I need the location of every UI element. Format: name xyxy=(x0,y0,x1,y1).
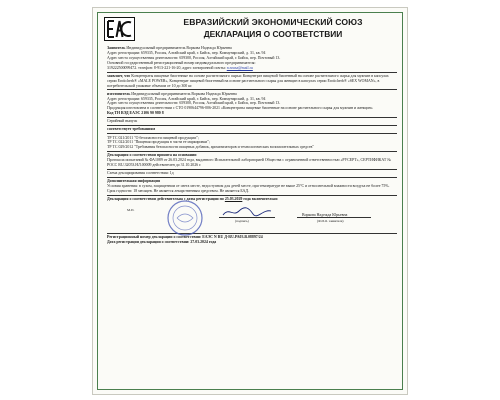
document-header xyxy=(145,17,401,39)
requirement-item: ТР ТС 029/2012 "Требования безопасности пищевых добавок, ароматизаторов и технологических вспомогательных средств" xyxy=(107,145,314,150)
signature-block xyxy=(107,204,397,232)
divider xyxy=(107,125,397,126)
reg-number-label: Регистрационный номер декларации о соответствии: xyxy=(107,235,202,240)
manufacturer-activity-address: Адрес места осуществления деятельности: 659300, Россия, Алтайский край, г. Бийск, пер. Почтовый 13. xyxy=(107,101,281,106)
divider xyxy=(107,117,397,118)
serial-production: Серийный выпуск xyxy=(107,119,138,124)
declarant-reg-address: Адрес регистрации: 659335, Россия, Алтайский край, г. Бийск, пер. Коммунарский, д. 31, кв. 94 xyxy=(107,50,266,55)
name-caption: (Ф.И.О. заявителя) xyxy=(317,219,344,224)
divider xyxy=(107,89,397,90)
declarant-email-link[interactable]: n.nrusa@mail.ru xyxy=(226,65,253,70)
eac-mark-icon xyxy=(106,20,133,38)
signature-line xyxy=(219,217,275,218)
reg-date-label: Дата регистрации декларации о соответствии: xyxy=(107,240,190,245)
requirement-item: ТР ТС 021/2011 "О безопасности пищевой продукции"; xyxy=(107,135,199,140)
manufacturer-reg-address: Адрес регистрации: 659335, Россия, Алтайский край, г. Бийск, пер. Коммунарский, д. 31, кв. 94 xyxy=(107,96,266,101)
validity-suffix: года включительно xyxy=(243,197,278,202)
divider xyxy=(107,233,397,234)
manufacturer-name: Индивидуальный предприниматель Воркова Надежда Юрьевна xyxy=(131,91,237,96)
document-body xyxy=(107,46,397,245)
divider xyxy=(107,195,397,196)
manufacturer-produced-by: Продукция изготовлена в соответствии с СТО 0190644796-006-2021 «Концентраты пищевые биогенные на основе растительного сырья для мужчин и женщин» xyxy=(107,106,373,111)
declaration-title: ДЕКЛАРАЦИЯ О СООТВЕТСТВИИ xyxy=(203,29,343,39)
extra-info-text: Условия хранения: в сухом, защищенном от света месте, недоступном для детей месте, при температуре не выше 25°С и относительной влажности воздуха не более 75%. Срок годности: 18 месяцев. Не является лекарственным средством. Не является БАД. xyxy=(107,184,390,194)
requirements-label: соответствует требованиям xyxy=(107,127,156,132)
signature-caption: (подпись) xyxy=(235,219,249,224)
validity-until: 25.03.2029 xyxy=(224,197,243,202)
manufacturer-label: изготовитель xyxy=(107,91,131,96)
basis-label: Декларация о соответствии принята на основании xyxy=(107,153,197,158)
statement-label: заявляет, что xyxy=(107,73,131,78)
requirement-item: ТР ТС 022/2011 "Пищевая продукция в части ее маркировки"; xyxy=(107,140,210,145)
applicant-name: Воркова Надежда Юрьевна xyxy=(302,213,348,218)
union-title: ЕВРАЗИЙСКИЙ ЭКОНОМИЧЕСКИЙ СОЮЗ xyxy=(183,17,363,27)
statement-text: Концентраты пищевые биогенные на основе растительного сырья: Концентрат пищевой биогенный на основе растительного сырья для мужчин в капсулах серии Eroticherb® «MALE POWER», Концентрат пищевой биогенный на основе растительного сырья для женщин в капсулах серии Eroticherb® «SEX WOMAN», в потребительской упаковке объемом от 10 до 300 кг. xyxy=(107,73,389,88)
tn-ved-code: Код ТН ВЭД ЕАЭС 2106 90 980 8 xyxy=(107,111,164,116)
declarant-label: Заявитель xyxy=(107,46,126,50)
seal-stamp-icon xyxy=(165,198,205,238)
divider xyxy=(107,133,397,134)
declarant-ogrn: Основной государственный регистрационный номер индивидуального предпринимателя: xyxy=(107,60,256,65)
divider xyxy=(107,169,397,170)
stamp-mark: М.П. xyxy=(127,208,135,213)
declaration-document xyxy=(92,7,408,395)
divider xyxy=(107,72,397,73)
reg-date: 27.03.2024 года xyxy=(190,240,217,245)
reg-number: ЕАЭС N RU Д-RU.РА03.В.08897/24 xyxy=(202,235,263,240)
scheme-text: Схема декларирования соответствия: 1д xyxy=(107,171,174,176)
declarant-name: Индивидуальный предприниматель Воркова Надежда Юрьевна xyxy=(126,46,232,50)
name-line xyxy=(297,217,371,218)
declarant-ogrn-phone: 319222500099472. телефон: 8-913-221-16-20, адрес электронной почты: xyxy=(107,65,226,70)
divider xyxy=(107,177,397,178)
eac-logo xyxy=(104,17,135,41)
basis-text: Протокола испытаний № ФА1089 от 26.03.2024 года, выданного Испытательной лабораторией Общества с ограниченной ответственностью «РУСЕРТ», СЕРТИФИКАТ № РОСС RU.32053.НЛ.00009 действителен до 31.10.2026 г. xyxy=(107,158,391,168)
extra-info-label: Дополнительная информация xyxy=(107,179,160,184)
declarant-activity-address: Адрес места осуществления деятельности: 659300, Россия, Алтайский край, г. Бийск, пер. Почтовый 13. xyxy=(107,55,281,60)
divider xyxy=(107,151,397,152)
validity-text: Декларация о соответствии действительна с даты регистрации по xyxy=(107,197,224,202)
